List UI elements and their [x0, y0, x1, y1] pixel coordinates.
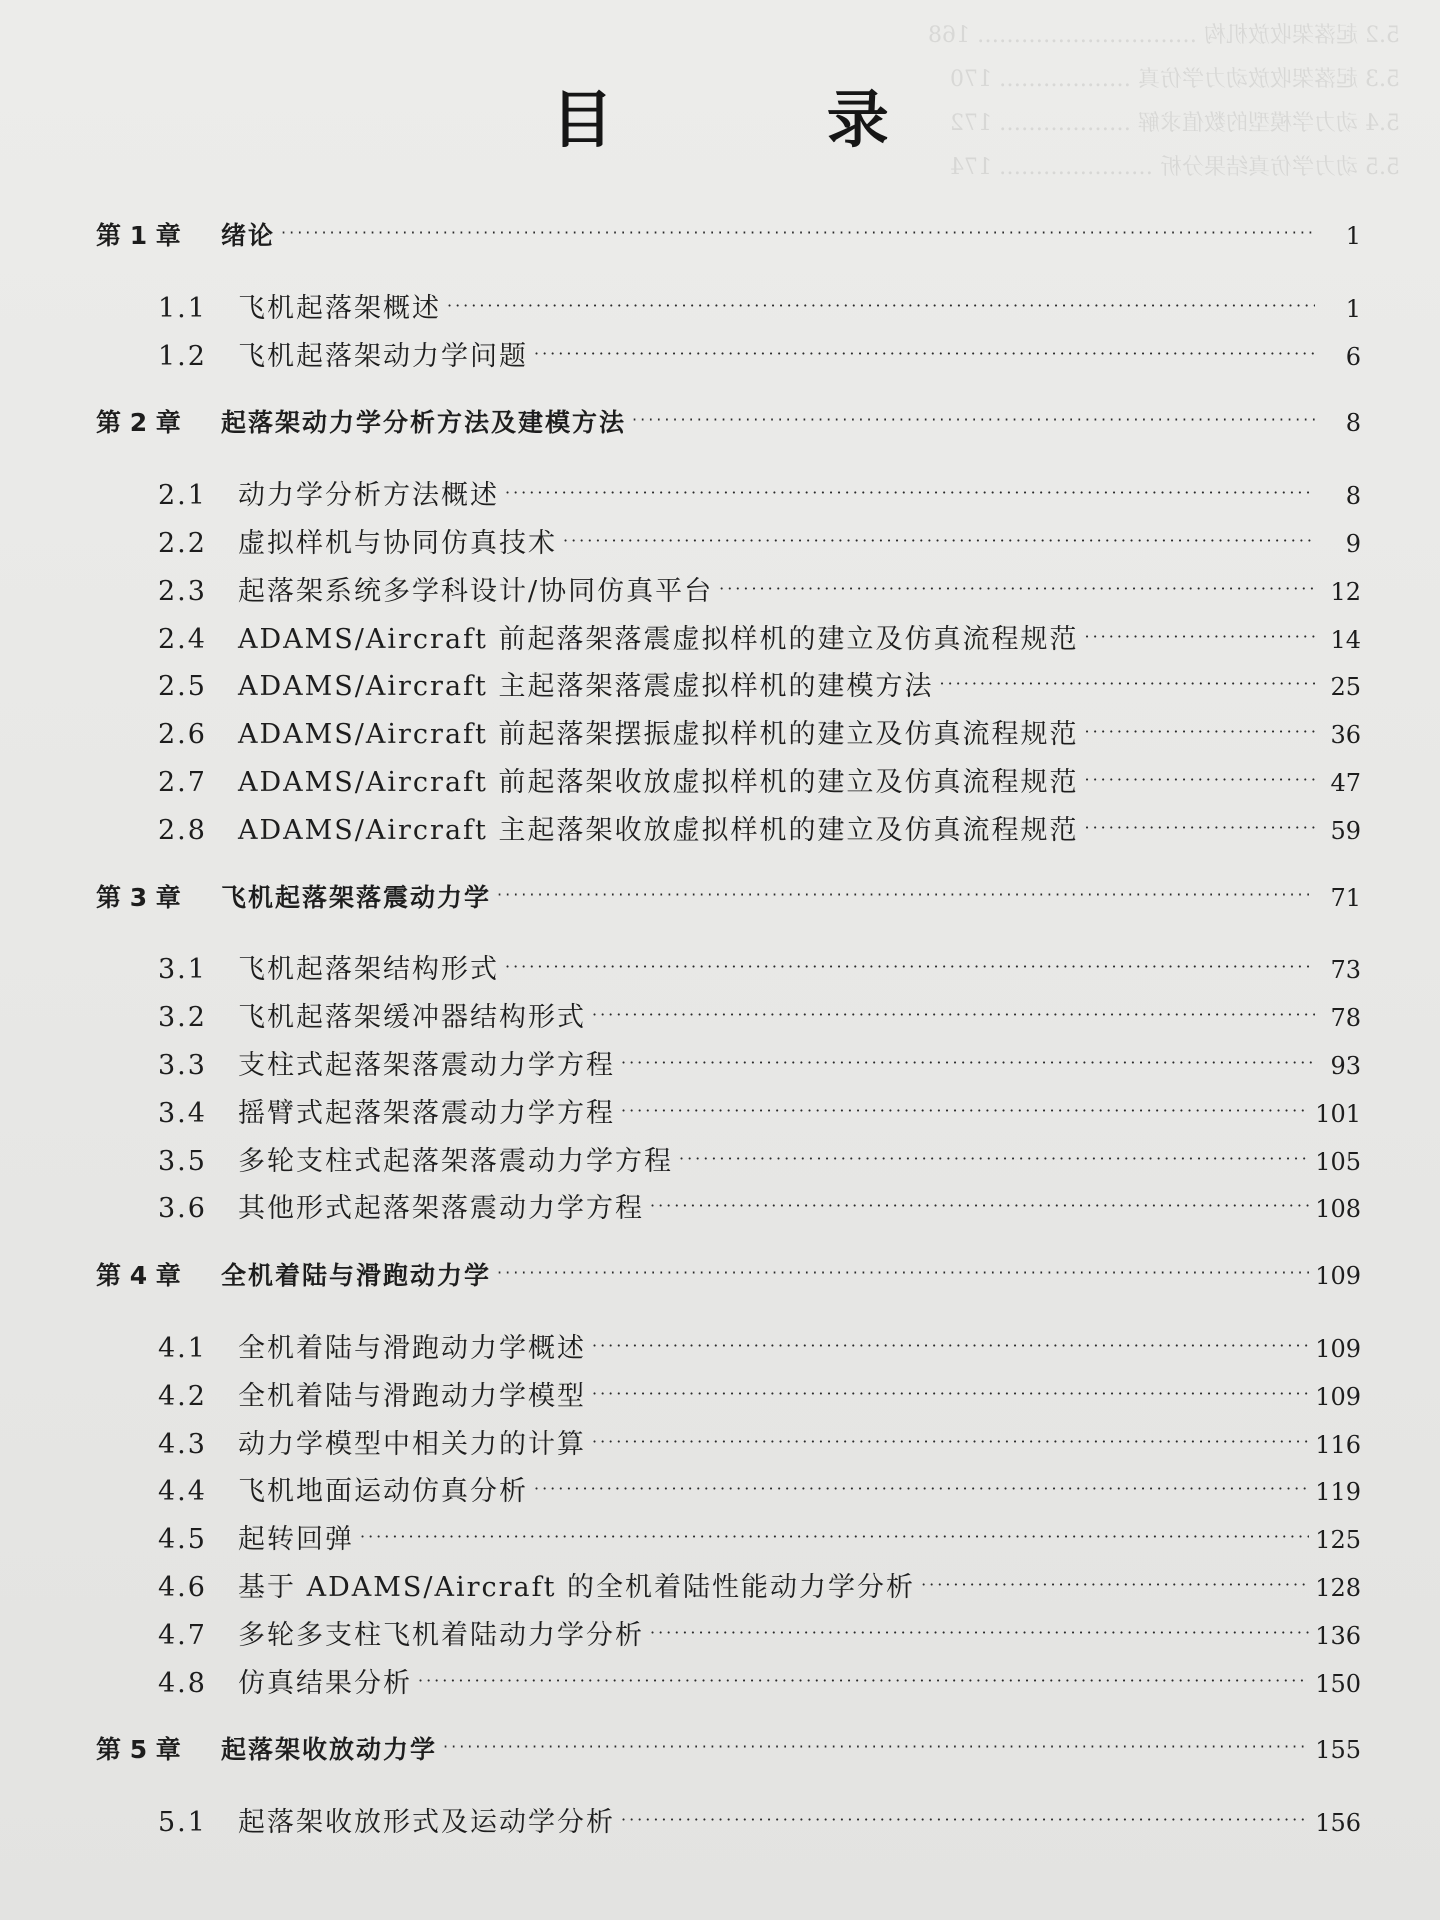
section-number: 2.8	[158, 814, 207, 846]
page-number: 1	[1345, 294, 1361, 323]
section-title: ADAMS/Aircraft 主起落架收放虚拟样机的建立及仿真流程规范	[238, 814, 1079, 846]
toc-section-4-7[interactable]	[96, 1613, 1361, 1661]
toc-section-2-1[interactable]	[96, 473, 1361, 521]
toc-chapter-1[interactable]	[96, 216, 1361, 264]
page-number: 14	[1330, 625, 1361, 654]
show-through-text: 5.3 起落架收放动力学仿真 ……………… 170	[950, 67, 1400, 92]
section-number: 4.7	[158, 1619, 207, 1651]
section-number: 4.5	[158, 1524, 207, 1556]
page-number: 36	[1330, 721, 1361, 750]
section-title: ADAMS/Aircraft 主起落架落震虚拟样机的建模方法	[238, 671, 934, 703]
toc-section-3-3[interactable]	[96, 1043, 1361, 1091]
dot-leader	[650, 1623, 1309, 1642]
section-title: 仿真结果分析	[238, 1667, 412, 1699]
section-number: 2.6	[158, 719, 207, 751]
page-number: 47	[1330, 768, 1361, 797]
dot-leader	[505, 483, 1315, 502]
toc-section-4-1[interactable]	[96, 1326, 1361, 1374]
dot-leader	[418, 1671, 1309, 1690]
toc-section-4-2[interactable]	[96, 1374, 1361, 1422]
toc-section-3-4[interactable]	[96, 1091, 1361, 1139]
dot-leader	[621, 1101, 1309, 1120]
chapter-title: 全机着陆与滑跑动力学	[221, 1261, 492, 1291]
section-title: 起落架系统多学科设计/协同仿真平台	[238, 575, 714, 607]
section-number: 2.2	[158, 527, 207, 559]
dot-leader	[534, 1479, 1309, 1498]
page-number: 125	[1315, 1526, 1361, 1555]
section-title: 起转回弹	[238, 1524, 354, 1556]
section-number: 2.7	[158, 766, 207, 798]
page-number: 108	[1315, 1195, 1361, 1224]
page-number: 73	[1330, 956, 1361, 985]
toc-section-3-1[interactable]	[96, 947, 1361, 995]
section-title: 动力学分析方法概述	[238, 480, 499, 512]
toc-section-3-2[interactable]	[96, 995, 1361, 1043]
page-number: 109	[1315, 1334, 1361, 1363]
page-number: 25	[1330, 673, 1361, 702]
section-title: ADAMS/Aircraft 前起落架摆振虚拟样机的建立及仿真流程规范	[238, 719, 1079, 751]
section-number: 3.5	[158, 1145, 207, 1177]
page-number: 109	[1315, 1262, 1361, 1291]
section-number: 2.5	[158, 671, 207, 703]
section-title: 其他形式起落架落震动力学方程	[238, 1193, 644, 1225]
section-number: 2.3	[158, 575, 207, 607]
dot-leader	[1084, 770, 1315, 789]
section-title: 多轮多支柱飞机着陆动力学分析	[238, 1619, 644, 1651]
chapter-number: 第 4 章	[96, 1261, 181, 1291]
chapter-title: 飞机起落架落震动力学	[221, 882, 492, 912]
toc-section-2-6[interactable]	[96, 712, 1361, 760]
page-number: 59	[1330, 816, 1361, 845]
page-number: 71	[1330, 883, 1361, 912]
dot-leader	[939, 674, 1315, 693]
dot-leader	[281, 223, 1315, 242]
dot-leader	[621, 1053, 1315, 1072]
page-number: 105	[1315, 1147, 1361, 1176]
page-number: 9	[1345, 529, 1361, 558]
toc-section-2-7[interactable]	[96, 760, 1361, 808]
toc-section-2-2[interactable]	[96, 521, 1361, 569]
section-number: 4.2	[158, 1380, 207, 1412]
section-number: 2.1	[158, 480, 207, 512]
show-through-text: 5.4 动力学模型的数值求解 ……………… 172	[950, 111, 1400, 136]
page-number: 156	[1315, 1809, 1361, 1838]
chapter-number: 第 2 章	[96, 408, 181, 438]
dot-leader	[719, 579, 1315, 598]
section-title: 飞机起落架动力学问题	[238, 340, 528, 372]
section-title: 飞机地面运动仿真分析	[238, 1476, 528, 1508]
table-of-contents	[96, 216, 1361, 1848]
section-title: 支柱式起落架落震动力学方程	[238, 1049, 615, 1081]
dot-leader	[632, 410, 1315, 429]
toc-chapter-2[interactable]	[96, 403, 1361, 451]
dot-leader	[679, 1149, 1309, 1168]
toc-section-2-4[interactable]	[96, 617, 1361, 665]
section-title: 飞机起落架缓冲器结构形式	[238, 1002, 586, 1034]
page-number: 8	[1345, 482, 1361, 511]
dot-leader	[621, 1810, 1309, 1829]
section-number: 3.6	[158, 1193, 207, 1225]
page-number: 101	[1315, 1099, 1361, 1128]
dot-leader	[505, 957, 1315, 976]
toc-chapter-4[interactable]	[96, 1256, 1361, 1304]
toc-chapter-3[interactable]	[96, 878, 1361, 926]
page-number: 155	[1315, 1736, 1361, 1765]
chapter-number: 第 5 章	[96, 1735, 181, 1765]
section-title: 多轮支柱式起落架落震动力学方程	[238, 1145, 673, 1177]
toc-section-5-1[interactable]	[96, 1800, 1361, 1848]
section-number: 3.1	[158, 954, 207, 986]
section-number: 1.2	[158, 340, 207, 372]
dot-leader	[921, 1575, 1309, 1594]
chapter-number: 第 1 章	[96, 221, 181, 250]
chapter-title: 起落架动力学分析方法及建模方法	[221, 408, 627, 438]
toc-section-2-8[interactable]	[96, 808, 1361, 856]
section-title: ADAMS/Aircraft 前起落架落震虚拟样机的建立及仿真流程规范	[238, 623, 1079, 655]
section-title: 飞机起落架结构形式	[238, 954, 499, 986]
page-number: 6	[1345, 342, 1361, 371]
dot-leader	[360, 1527, 1309, 1546]
page-number: 78	[1330, 1004, 1361, 1033]
section-title: 摇臂式起落架落震动力学方程	[238, 1097, 615, 1129]
page-number: 109	[1315, 1382, 1361, 1411]
section-title: 全机着陆与滑跑动力学概述	[238, 1332, 586, 1364]
toc-section-1-2[interactable]	[96, 334, 1361, 382]
show-through-text: 5.2 起落架收放机构 ………………………… 168	[928, 23, 1400, 48]
toc-chapter-5[interactable]	[96, 1730, 1361, 1778]
dot-leader	[592, 1336, 1309, 1355]
toc-section-2-5[interactable]	[96, 664, 1361, 712]
dot-leader	[592, 1432, 1309, 1451]
show-through-text: 5.5 动力学仿真结果分析 ………………… 174	[950, 155, 1400, 180]
page-number: 136	[1315, 1621, 1361, 1650]
page-number: 128	[1315, 1573, 1361, 1602]
toc-section-3-6[interactable]	[96, 1186, 1361, 1234]
section-title: 全机着陆与滑跑动力学模型	[238, 1380, 586, 1412]
dot-leader	[1084, 818, 1315, 837]
section-title: 动力学模型中相关力的计算	[238, 1428, 586, 1460]
section-number: 3.4	[158, 1097, 207, 1129]
toc-section-4-3[interactable]	[96, 1422, 1361, 1470]
toc-section-4-4[interactable]	[96, 1469, 1361, 1517]
chapter-number: 第 3 章	[96, 882, 181, 912]
dot-leader	[447, 296, 1315, 315]
dot-leader	[443, 1737, 1309, 1756]
chapter-title: 起落架收放动力学	[221, 1735, 438, 1765]
section-title: 起落架收放形式及运动学分析	[238, 1807, 615, 1839]
dot-leader	[592, 1384, 1309, 1403]
section-number: 2.4	[158, 623, 207, 655]
page-number: 12	[1330, 577, 1361, 606]
dot-leader	[1084, 722, 1315, 741]
section-title: 虚拟样机与协同仿真技术	[238, 527, 557, 559]
section-number: 1.1	[158, 292, 207, 324]
toc-section-4-6[interactable]	[96, 1565, 1361, 1613]
dot-leader	[1084, 627, 1315, 646]
section-number: 4.4	[158, 1476, 207, 1508]
section-title: 飞机起落架概述	[238, 292, 441, 324]
dot-leader	[563, 531, 1315, 550]
section-number: 5.1	[158, 1807, 207, 1839]
page-number: 116	[1315, 1430, 1361, 1459]
dot-leader	[497, 885, 1315, 904]
chapter-title: 绪论	[221, 221, 276, 250]
section-number: 3.3	[158, 1049, 207, 1081]
section-number: 3.2	[158, 1002, 207, 1034]
section-number: 4.8	[158, 1667, 207, 1699]
toc-section-4-8[interactable]	[96, 1661, 1361, 1709]
section-title: 基于 ADAMS/Aircraft 的全机着陆性能动力学分析	[238, 1571, 916, 1603]
toc-section-4-5[interactable]	[96, 1517, 1361, 1565]
toc-section-3-5[interactable]	[96, 1139, 1361, 1187]
section-title: ADAMS/Aircraft 前起落架收放虚拟样机的建立及仿真流程规范	[238, 766, 1079, 798]
page-number: 8	[1345, 409, 1361, 438]
dot-leader	[592, 1005, 1315, 1024]
dot-leader	[534, 344, 1315, 363]
section-number: 4.6	[158, 1571, 207, 1603]
page-number: 1	[1345, 222, 1361, 250]
toc-title: 目 录	[551, 83, 985, 156]
dot-leader	[497, 1263, 1309, 1282]
toc-section-2-3[interactable]	[96, 569, 1361, 617]
page-number: 119	[1315, 1478, 1361, 1507]
toc-section-1-1[interactable]	[96, 286, 1361, 334]
page-number: 150	[1315, 1669, 1361, 1698]
section-number: 4.3	[158, 1428, 207, 1460]
dot-leader	[650, 1196, 1309, 1215]
page-number: 93	[1330, 1051, 1361, 1080]
section-number: 4.1	[158, 1332, 207, 1364]
